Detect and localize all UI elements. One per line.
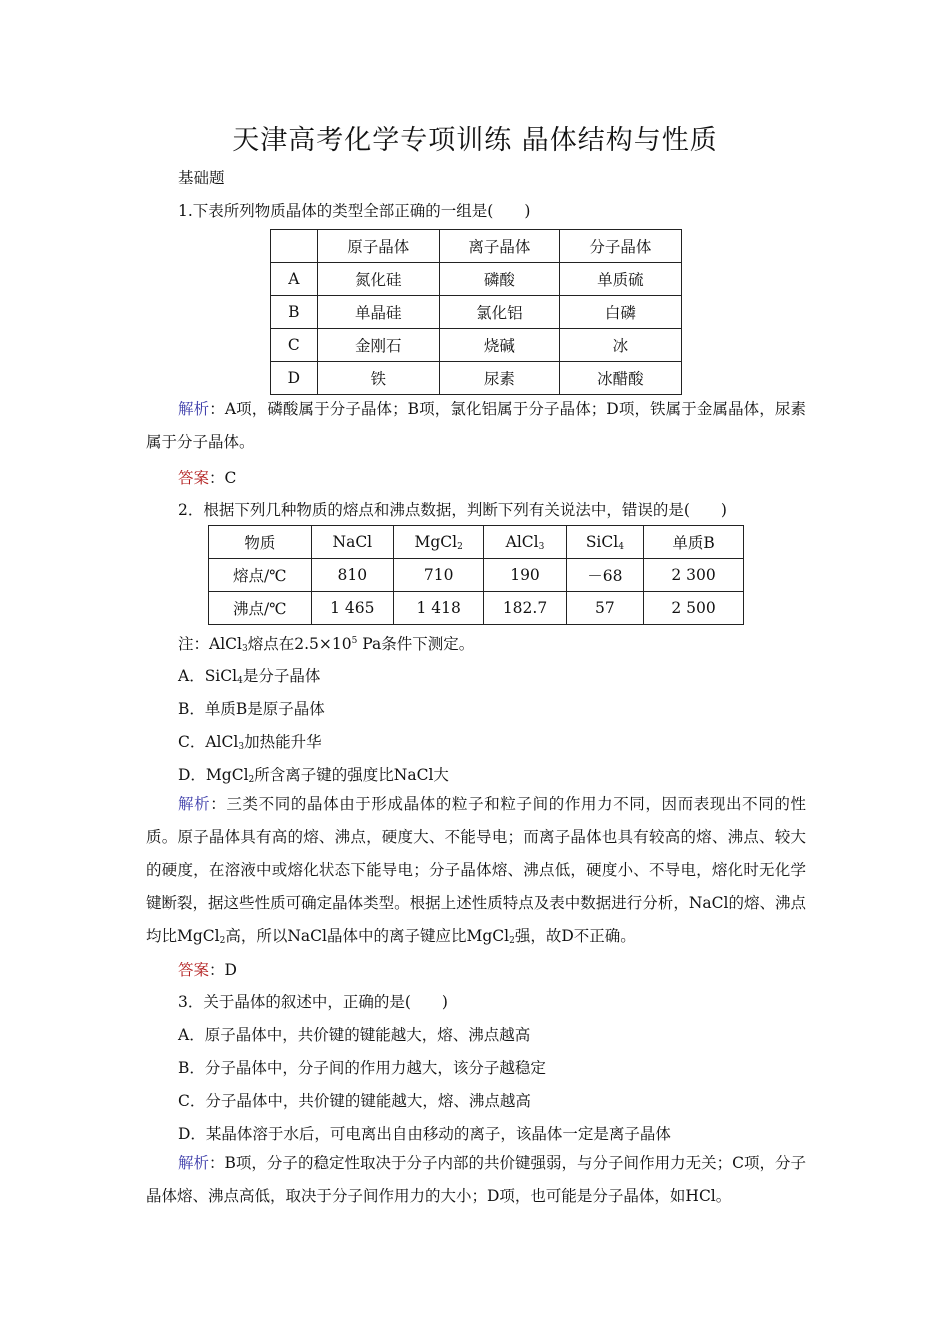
table-row	[271, 362, 682, 395]
table-row	[271, 329, 682, 362]
table-cell: 2 300	[644, 559, 744, 592]
table-cell: 金刚石	[317, 329, 439, 362]
q2-option-a: A．SiCl$_4$是分子晶体	[178, 667, 321, 686]
table-cell: 1 418	[393, 592, 483, 625]
table-cell: C	[271, 329, 318, 362]
table-cell: 190	[484, 559, 566, 592]
q2-option-c: C．AlCl$_3$加热能升华	[178, 733, 322, 752]
table-cell: 单质硫	[559, 263, 681, 296]
table-header: 物质	[209, 526, 312, 559]
analysis-label: 解析	[178, 400, 210, 418]
table-header: NaCl	[311, 526, 393, 559]
table-cell: 2 500	[644, 592, 744, 625]
q1-answer	[178, 466, 236, 488]
table-header: 分子晶体	[559, 230, 681, 263]
table-cell: D	[271, 362, 318, 395]
table-header: SiCl$_4$	[566, 526, 643, 559]
table-row	[209, 592, 744, 625]
answer-label: 答案	[178, 961, 210, 979]
table-row	[271, 296, 682, 329]
analysis-label: 解析	[178, 1154, 210, 1172]
table-cell: 单晶硅	[317, 296, 439, 329]
table-cell: 810	[311, 559, 393, 592]
table-cell: 氯化铝	[439, 296, 559, 329]
answer-text: ：C	[209, 469, 237, 487]
q2-option-b: B．单质B是原子晶体	[178, 700, 325, 718]
table-cell	[271, 230, 318, 263]
table-cell: －68	[566, 559, 643, 592]
q3-option-c: C．分子晶体中，共价键的键能越大，熔、沸点越高	[178, 1092, 531, 1110]
table-cell: 冰	[559, 329, 681, 362]
table-cell: 熔点/℃	[209, 559, 312, 592]
q2-analysis: 解析：三类不同的晶体由于形成晶体的粒子和粒子间的作用力不同，因而表现出不同的性质。原子晶体具有高的熔、沸点，硬度大、不能导电；而离子晶体也具有较高的熔、沸点、较大的硬度，在溶液中或熔化状态下能导电；分子晶体熔、沸点低，硬度小、不导电，熔化时无化学键断裂，据这些性质可确定晶体类型。根据上述性质特点及表中数据进行分析，NaCl的熔、沸点均比MgCl$_2$高，所以NaCl晶体中的离子键应比MgCl$_2$强，故D不正确。	[146, 795, 806, 946]
table-cell: 氮化硅	[317, 263, 439, 296]
table-header: 原子晶体	[317, 230, 439, 263]
table-cell: 白磷	[559, 296, 681, 329]
table-row	[271, 230, 682, 263]
table-cell: 57	[566, 592, 643, 625]
answer-text: ：D	[209, 961, 237, 979]
q1-stem: 1.下表所列物质晶体的类型全部正确的一组是( )	[178, 202, 531, 220]
q2-answer	[178, 958, 237, 980]
table-cell: A	[271, 263, 318, 296]
table-row	[271, 263, 682, 296]
table-header: 离子晶体	[439, 230, 559, 263]
table-header: MgCl$_2$	[393, 526, 483, 559]
table-row	[209, 559, 744, 592]
table-cell: 182.7	[484, 592, 566, 625]
q3-option-a: A．原子晶体中，共价键的键能越大，熔、沸点越高	[178, 1026, 531, 1044]
table-cell: B	[271, 296, 318, 329]
q2-option-d: D．MgCl$_2$所含离子键的强度比NaCl大	[178, 766, 449, 785]
table-cell: 尿素	[439, 362, 559, 395]
page-title: 天津高考化学专项训练 晶体结构与性质	[232, 125, 718, 156]
table-header: AlCl$_3$	[484, 526, 566, 559]
analysis-label: 解析	[178, 795, 211, 813]
table-header: 单质B	[644, 526, 744, 559]
answer-label: 答案	[178, 469, 210, 487]
table-cell: 铁	[317, 362, 439, 395]
table-cell: 磷酸	[439, 263, 559, 296]
table-cell: 烧碱	[439, 329, 559, 362]
q2-stem: 2．根据下列几种物质的熔点和沸点数据，判断下列有关说法中，错误的是( )	[178, 501, 727, 519]
table-cell: 1 465	[311, 592, 393, 625]
q1-table	[270, 229, 682, 395]
section-heading: 基础题	[178, 169, 225, 187]
q1-analysis	[146, 393, 806, 459]
table-row	[209, 526, 744, 559]
q3-option-d: D．某晶体溶于水后，可电离出自由移动的离子，该晶体一定是离子晶体	[178, 1125, 671, 1143]
table-cell: 沸点/℃	[209, 592, 312, 625]
q3-stem: 3．关于晶体的叙述中，正确的是( )	[178, 993, 448, 1011]
q3-option-b: B．分子晶体中，分子间的作用力越大，该分子越稳定	[178, 1059, 546, 1077]
analysis-text: ：A项，磷酸属于分子晶体；B项，氯化铝属于分子晶体；D项，铁属于金属晶体，尿素属于分子晶体。	[146, 400, 806, 451]
table-cell: 710	[393, 559, 483, 592]
q2-table	[208, 525, 744, 625]
analysis-text: ：B项，分子的稳定性取决于分子内部的共价键强弱，与分子间作用力无关；C项，分子晶体熔、沸点高低，取决于分子间作用力的大小；D项，也可能是分子晶体，如HCl。	[146, 1154, 806, 1205]
table-cell: 冰醋酸	[559, 362, 681, 395]
q3-analysis	[146, 1147, 806, 1213]
q2-note: 注：AlCl$_3$熔点在$2.5\times 10^5$ Pa条件下测定。	[178, 635, 475, 654]
